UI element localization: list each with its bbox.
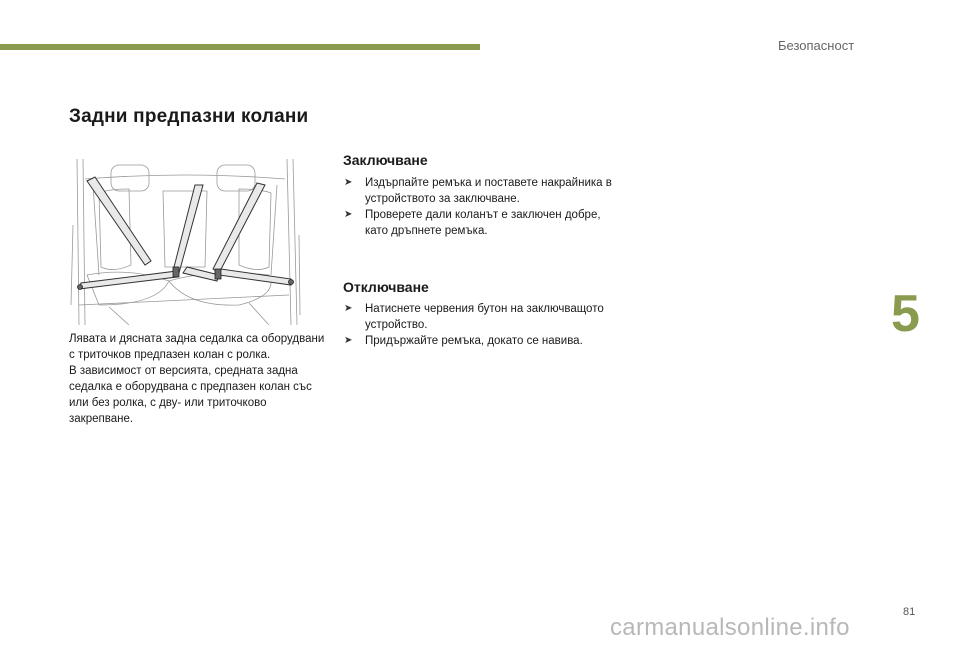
list-item	[343, 175, 623, 207]
illustration-caption	[69, 331, 329, 427]
arrow-right-icon: ➤	[344, 209, 353, 220]
caption-line: Лявата и дясната задна седалка са оборудвани с триточков предпазен колан с ролка.	[69, 333, 325, 361]
step-text: Натиснете червения бутон на заключващото устройство.	[365, 303, 604, 331]
arrow-right-icon: ➤	[344, 303, 353, 314]
arrow-right-icon: ➤	[344, 177, 353, 188]
section-header: Безопасност	[778, 38, 855, 53]
step-text: Проверете дали коланът е заключен добре, като дръпнете ремъка.	[365, 209, 601, 237]
watermark: carmanualsonline.info	[610, 614, 850, 641]
locking-heading: Заключване	[343, 152, 428, 168]
header-accent-bar	[0, 44, 480, 50]
rear-seat-belts-illustration	[69, 155, 301, 325]
arrow-right-icon: ➤	[344, 335, 353, 346]
chapter-number: 5	[891, 285, 920, 343]
list-item	[343, 301, 623, 333]
unlocking-steps	[343, 301, 623, 349]
step-text: Придържайте ремъка, докато се навива.	[365, 335, 583, 347]
list-item	[343, 333, 623, 349]
step-text: Издърпайте ремъка и поставете накрайника в устройството за заключване.	[365, 177, 612, 205]
unlocking-heading: Отключване	[343, 279, 429, 295]
page-title: Задни предпазни колани	[69, 106, 309, 127]
caption-line: В зависимост от версията, средната задна седалка е оборудвана с предпазен колан със или без ролка, с дву- или триточково закрепване.	[69, 365, 312, 425]
list-item	[343, 207, 623, 239]
locking-steps	[343, 175, 623, 239]
page-number: 81	[903, 606, 916, 618]
